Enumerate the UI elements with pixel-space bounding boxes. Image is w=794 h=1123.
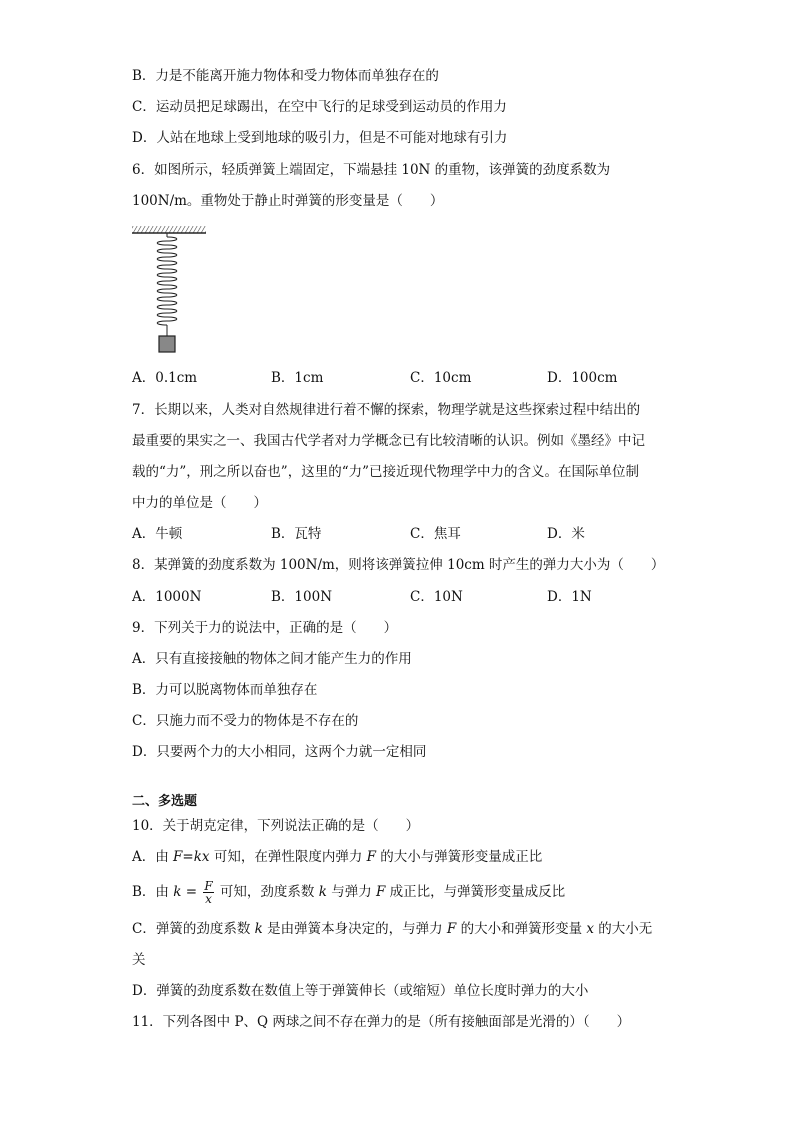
q7-option-c: C．焦耳 [410,526,461,542]
fraction-f-over-x: $\frac{F}{x}$ [204,879,213,906]
q9-option-b: B．力可以脱离物体而单独存在 [132,682,318,698]
q7-stem-line3: 载的“力”，刑之所以奋也”，这里的“力”已接近现代物理学中力的含义。在国际单位制 [132,464,640,480]
q6-stem-line2: 100N/m。重物处于静止时弹簧的形变量是（ ） [132,193,444,209]
hanging-weight [159,336,175,352]
q5-option-b: B．力是不能离开施力物体和受力物体而单独存在的 [132,68,439,84]
q8-option-d: D．1N [547,589,592,605]
ceiling-support [132,226,206,233]
section-title-multiple-choice: 二、多选题 [132,794,198,809]
q10-option-a: A．由 F=kx 可知，在弹性限度内弹力 F 的大小与弹簧形变量成正比 [132,849,543,865]
q6-option-b: B．1cm [271,370,324,386]
q6-option-d: D．100cm [547,370,618,386]
q8-option-a: A．1000N [132,589,202,605]
q10-option-c-line1: C．弹簧的劲度系数 k 是由弹簧本身决定的，与弹力 F 的大小和弹簧形变量 x 的大小无 [132,921,653,937]
q8-option-c: C．10N [410,589,463,605]
q5-option-c: C．运动员把足球踢出，在空中飞行的足球受到运动员的作用力 [132,99,507,115]
q6-option-a: A．0.1cm [132,370,198,386]
q7-stem-line1: 7．长期以来，人类对自然规律进行着不懈的探索，物理学就是这些探索过程中结出的 [132,402,641,418]
q6-option-c: C．10cm [410,370,472,386]
q9-stem: 9．下列关于力的说法中，正确的是（ ） [132,620,398,636]
q7-option-d: D．米 [547,526,585,542]
q9-option-d: D．只要两个力的大小相同，这两个力就一定相同 [132,744,427,760]
q7-stem-line4: 中力的单位是（ ） [132,495,267,511]
q10-option-b: B．由 k = $\frac{F}{x}$ 可知，劲度系数 k 与弹力 F 成正比，与弹簧形变量成反比 [132,879,566,906]
q10-option-d: D．弹簧的劲度系数在数值上等于弹簧伸长（或缩短）单位长度时弹力的大小 [132,983,589,999]
formula-hooke: F=kx [173,849,210,865]
q7-option-b: B．瓦特 [271,526,322,542]
q9-option-c: C．只施力而不受力的物体是不存在的 [132,713,359,729]
spring-figure [130,224,210,356]
spring-coil [157,233,177,336]
q9-option-a: A．只有直接接触的物体之间才能产生力的作用 [132,651,412,667]
q10-option-c-line2: 关 [132,952,146,968]
q8-stem: 8．某弹簧的劲度系数为 100N/m，则将该弹簧拉伸 10cm 时产生的弹力大小为（ ） [132,557,665,573]
q6-stem-line1: 6．如图所示，轻质弹簧上端固定，下端悬挂 10N 的重物，该弹簧的劲度系数为 [132,162,611,178]
q11-stem: 11．下列各图中 P、Q 两球之间不存在弹力的是（所有接触面部是光滑的）（ ） [132,1014,631,1030]
q7-stem-line2: 最重要的果实之一、我国古代学者对力学概念已有比较清晰的认识。例如《墨经》中记 [132,433,645,449]
q10-stem: 10．关于胡克定律，下列说法正确的是（ ） [132,818,420,834]
q7-option-a: A．牛顿 [132,526,183,542]
q5-option-d: D．人站在地球上受到地球的吸引力，但是不可能对地球有引力 [132,130,508,146]
q8-option-b: B．100N [271,589,333,605]
